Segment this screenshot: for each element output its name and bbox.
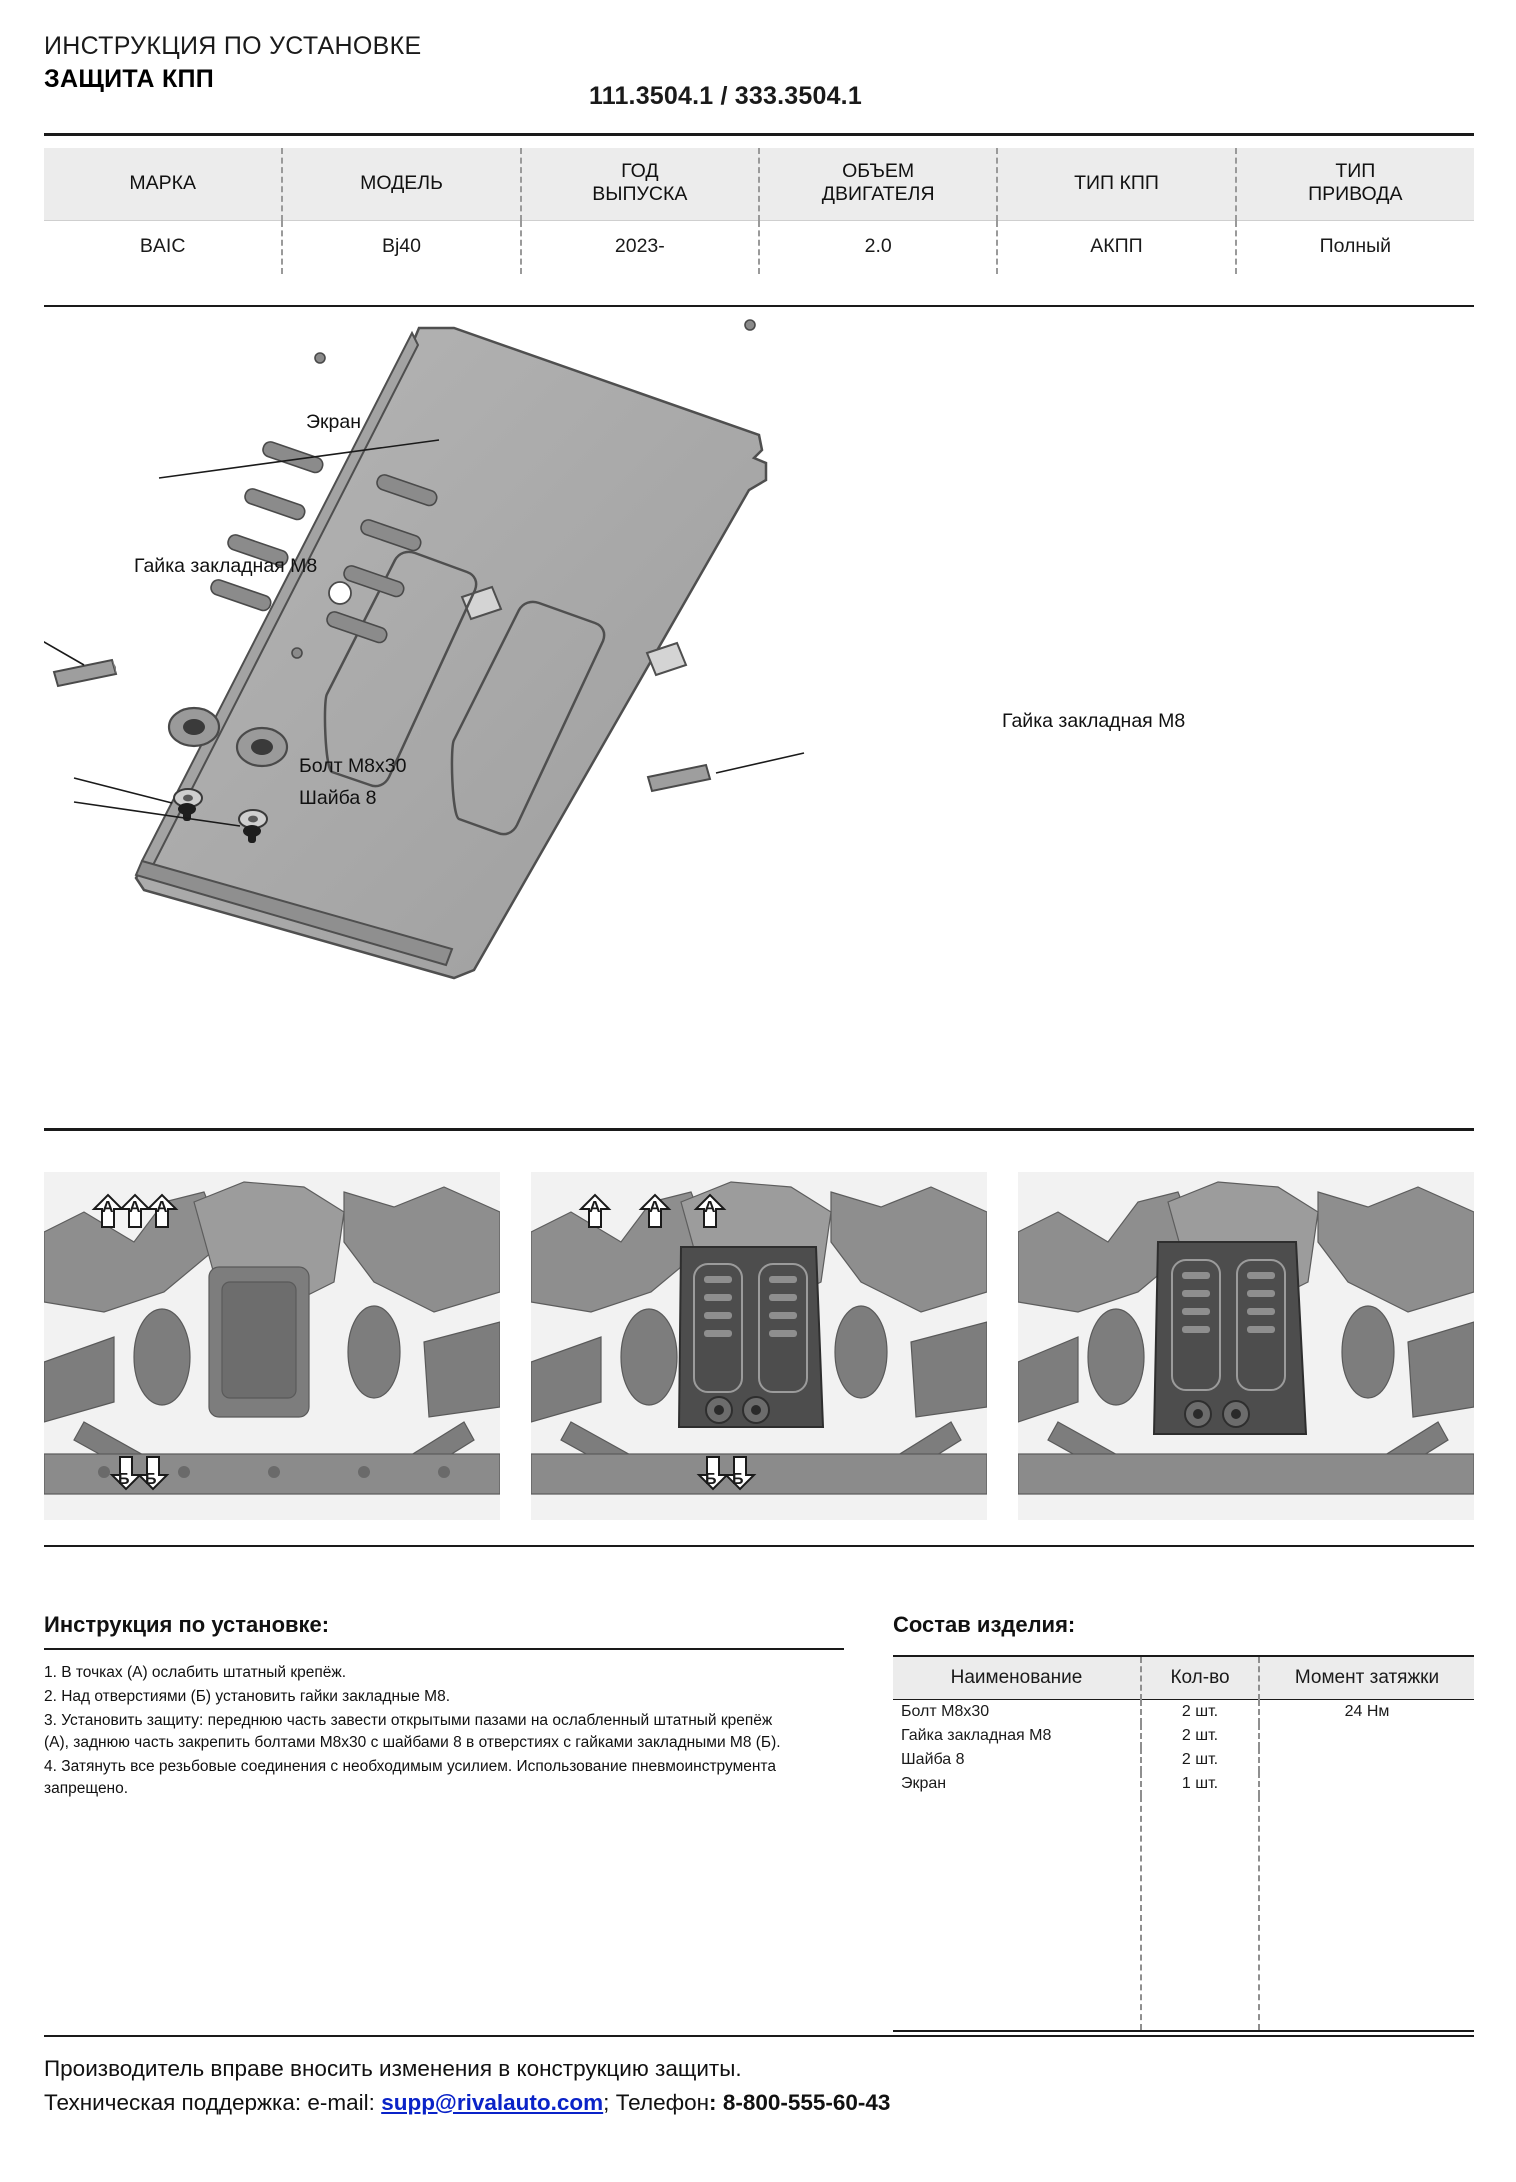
installation-instructions-block xyxy=(44,1612,844,1802)
photo-3-installed xyxy=(1018,1172,1474,1520)
photo-step-2 xyxy=(531,1172,987,1520)
document-footer xyxy=(44,2052,1474,2120)
footer-phone-colon: : xyxy=(709,2089,717,2115)
composition-qty-3: 1 шт. xyxy=(1141,1772,1259,1796)
instructions-divider xyxy=(44,1648,844,1650)
callout-label-a-1: А xyxy=(102,1199,114,1216)
footer-phone-label: Телефон xyxy=(615,2089,710,2115)
header-title-block xyxy=(44,30,421,96)
callout-label-a-2: А xyxy=(129,1199,141,1216)
composition-title: Состав изделия: xyxy=(893,1612,1076,1637)
composition-torque-3 xyxy=(1259,1772,1474,1796)
spec-col-engine-volume: ОБЪЕМ ДВИГАТЕЛЯ xyxy=(759,148,997,221)
mounted-shield-plate-2 xyxy=(679,1247,823,1427)
table-row xyxy=(893,1700,1474,1725)
label-bolt: Болт М8х30 xyxy=(299,755,407,777)
composition-qty-1: 2 шт. xyxy=(1141,1724,1259,1748)
instruction-step-2: 2. Над отверстиями (Б) установить гайки закладные М8. xyxy=(44,1688,451,1705)
composition-name-2: Шайба 8 xyxy=(893,1748,1141,1772)
label-washer: Шайба 8 xyxy=(299,787,377,809)
footer-support-prefix: Техническая поддержка: e-mail: xyxy=(44,2089,375,2115)
composition-header-row xyxy=(893,1656,1474,1700)
instruction-step-3: 3. Установить защиту: переднюю часть завести открытыми пазами на ослабленный штатный крепёж (А), заднюю часть закрепить болтами М8х30 с шайбами 8 в отверстиях с гайками закладными М8 (Б). xyxy=(44,1712,781,1751)
photo-step-1 xyxy=(44,1172,500,1520)
composition-qty-2: 2 шт. xyxy=(1141,1748,1259,1772)
footer-semicolon: ; xyxy=(603,2089,610,2115)
composition-col-qty: Кол-во xyxy=(1141,1656,1259,1700)
spec-table-divider xyxy=(44,305,1474,307)
skid-plate-drawing xyxy=(44,315,1474,1115)
spec-value-year: 2023- xyxy=(521,221,759,275)
callout-label-b-1: Б xyxy=(705,1471,717,1488)
label-screen: Экран xyxy=(306,411,362,433)
table-row xyxy=(893,1724,1474,1748)
footer-divider xyxy=(44,2035,1474,2037)
composition-name-3: Экран xyxy=(893,1772,1141,1796)
composition-name-0: Болт М8х30 xyxy=(893,1700,1141,1725)
composition-qty-0: 2 шт. xyxy=(1141,1700,1259,1725)
spec-col-model: МОДЕЛЬ xyxy=(282,148,520,221)
header-divider xyxy=(44,133,1474,136)
composition-block xyxy=(893,1612,1474,1638)
weld-nut-left xyxy=(54,660,116,686)
footer-support-line xyxy=(44,2086,1474,2120)
composition-torque-1 xyxy=(1259,1724,1474,1748)
photo-strip-divider xyxy=(44,1545,1474,1547)
callout-label-a-3: А xyxy=(156,1199,168,1216)
callout-label-b-2: Б xyxy=(145,1471,157,1488)
callout-label-a-1: А xyxy=(589,1199,601,1216)
support-email-link[interactable]: supp@rivalauto.com xyxy=(381,2089,604,2115)
instruction-step-4: 4. Затянуть все резьбовые соединения с необходимым усилием. Использование пневмоинструмента запрещено. xyxy=(44,1758,776,1797)
page-title-line1: ИНСТРУКЦИЯ ПО УСТАНОВКЕ xyxy=(44,32,422,60)
support-phone: 8-800-555-60-43 xyxy=(722,2089,891,2115)
instructions-title: Инструкция по установке: xyxy=(44,1612,330,1637)
composition-col-torque: Момент затяжки xyxy=(1259,1656,1474,1700)
composition-torque-2 xyxy=(1259,1748,1474,1772)
instructions-list xyxy=(44,1662,786,1800)
installation-photo-strip xyxy=(44,1172,1474,1520)
label-weld-nut-right: Гайка закладная М8 xyxy=(1002,710,1186,732)
label-weld-nut-left: Гайка закладная М8 xyxy=(134,555,318,577)
footer-disclaimer: Производитель вправе вносить изменения в конструкцию защиты. xyxy=(44,2056,742,2081)
spec-col-drive-type: ТИП ПРИВОДА xyxy=(1236,148,1474,221)
composition-table xyxy=(893,1655,1474,2032)
product-code: 111.3504.1 / 333.3504.1 xyxy=(589,82,862,110)
shield-plate xyxy=(136,320,766,978)
callout-label-a-3: А xyxy=(704,1199,716,1216)
spec-table-header-row xyxy=(44,148,1474,221)
instruction-step-1: 1. В точках (А) ослабить штатный крепёж. xyxy=(44,1664,347,1681)
spec-col-gearbox-type: ТИП КПП xyxy=(997,148,1235,221)
spec-col-brand: МАРКА xyxy=(44,148,282,221)
weld-nut-right xyxy=(648,765,710,791)
spec-value-engine-volume: 2.0 xyxy=(759,221,997,275)
illustration-divider xyxy=(44,1128,1474,1131)
callout-label-b-2: Б xyxy=(732,1471,744,1488)
vehicle-spec-table xyxy=(44,148,1474,274)
spec-value-brand: BAIC xyxy=(44,221,282,275)
page-title-line2: ЗАЩИТА КПП xyxy=(44,65,215,93)
photo-step-3 xyxy=(1018,1172,1474,1520)
exploded-view-illustration xyxy=(44,315,1474,1115)
composition-torque-0: 24 Нм xyxy=(1344,1703,1390,1720)
table-row xyxy=(893,1748,1474,1772)
spec-col-year: ГОД ВЫПУСКА xyxy=(521,148,759,221)
photo-1-underbody xyxy=(44,1172,500,1520)
spec-value-model: Bj40 xyxy=(282,221,520,275)
mounted-shield-plate-3 xyxy=(1154,1242,1306,1434)
callout-label-b-1: Б xyxy=(118,1471,130,1488)
photo-2-underbody-with-plate xyxy=(531,1172,987,1520)
table-row xyxy=(893,1772,1474,1796)
spec-table-value-row xyxy=(44,221,1474,275)
spec-value-drive-type: Полный xyxy=(1236,221,1474,275)
composition-empty-space xyxy=(893,1796,1474,2031)
composition-name-1: Гайка закладная М8 xyxy=(893,1724,1141,1748)
composition-col-name: Наименование xyxy=(893,1656,1141,1700)
callout-label-a-2: А xyxy=(649,1199,661,1216)
spec-value-gearbox-type: АКПП xyxy=(997,221,1235,275)
